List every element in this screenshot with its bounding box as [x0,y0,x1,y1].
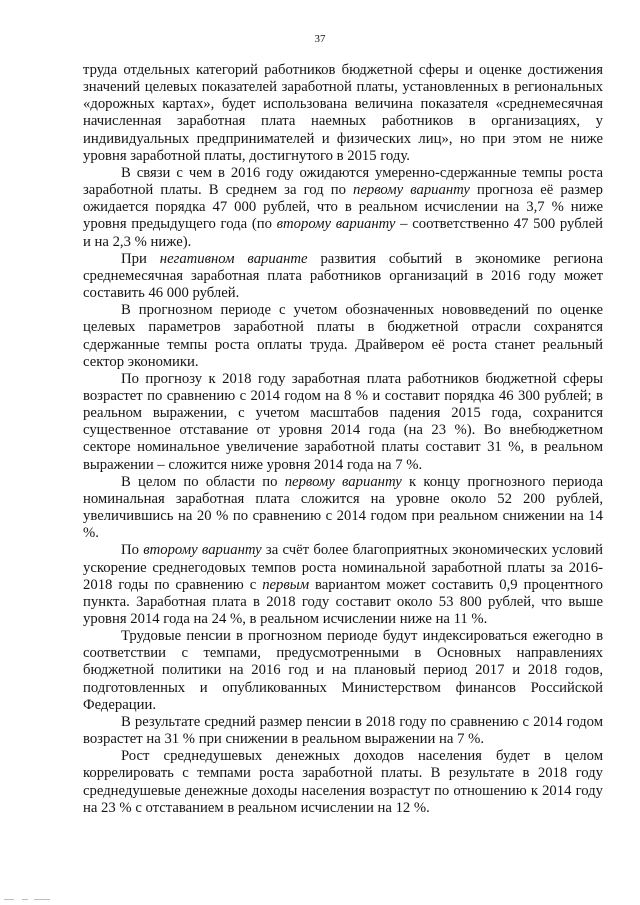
paragraph-3-text-a: При [121,250,160,267]
paragraph-3-text-b: развития событий в экономике региона среднемесячная заработная плата работников организаций в 2016 году может составить 46 000 рублей. [83,250,603,302]
paragraph-7-text-b: за счёт более благоприятных экономических условий ускорение среднегодовых темпов роста номинальной заработной платы за 2016-2018 годы по сравнению с [83,542,604,593]
document-body [83,62,603,817]
paragraph-4 [83,302,603,371]
paragraph-2-text-c: – соответственно 47 500 рублей и на 2,3 % ниже). [83,216,604,250]
paragraph-5 [83,371,603,474]
paragraph-2-emphasis-first-variant: первому варианту [353,182,470,199]
paragraph-9-text: В результате средний размер пенсии в 2018 году по сравнению с 2014 годом возрастет на 31 % при снижении в реальном выражении на 7 %. [83,713,603,748]
paragraph-2-emphasis-second-variant: второму варианту [276,216,396,233]
paragraph-1-text: труда отдельных категорий работников бюджетной сферы и оценке достижения значений целевых показателей заработной платы, установленных в региональных «дорожных картах», будет использована величина показателя «среднемесячная начисленная заработная плата наемных работников в организациях, у индивидуальных предпринимателей и физических лиц», но при этом не ниже уровня заработной платы, достигнутого в 2015 году. [83,62,603,164]
paragraph-10 [83,748,603,817]
paragraph-3-emphasis-negative-variant: негативном варианте [159,250,308,267]
paragraph-7-text-c: вариантом может составить 0,9 процентного пункта. Заработная плата в 2018 году составит около 53 800 рублей, что выше уровня 2014 года на 24 %, в реальном исчислении ниже на 11 %. [83,576,604,627]
paragraph-7-emphasis-second-variant: второму варианту [143,542,262,559]
paragraph-6-emphasis-first-variant: первому варианту [284,473,402,490]
paragraph-4-text: В прогнозном периоде с учетом обозначенных нововведений по оценке целевых параметров заработной платы в бюджетной отрасли сохранятся сдержанные темпы роста оплаты труда. Драйвером её роста станет реальный сектор экономики. [83,302,603,370]
paragraph-5-text: По прогнозу к 2018 году заработная плата работников бюджетной сферы возрастет по сравнению с 2014 годом на 8 % и составит порядка 46 300 рублей; в реальном выражении, с учетом масштабов падения 2015 года, сохранится существенное отставание от уровня 2014 года (на 23 %). Во внебюджетном секторе номинальное увеличение заработной платы составит 31 %, в реальном выражении – сложится ниже уровня 2014 года на 7 %. [83,370,603,473]
paragraph-8-text: Трудовые пенсии в прогнозном периоде будут индексироваться ежегодно в соответствии с темпами, предусмотренными в Основных направлениях бюджетной политики на 2016 год и на плановый период 2017 и 2018 годов, подготовленных и опубликованных Министерством финансов Российской Федерации. [83,628,603,713]
paragraph-10-text: Рост среднедушевых денежных доходов населения будет в целом коррелировать с темпами роста заработной платы. В результате в 2018 году среднедушевые денежные доходы населения возрастут по отношению к 2014 году на 23 % с отставанием в реальном исчислении на 12 %. [83,748,603,816]
paragraph-2 [83,165,603,251]
paragraph-2-text-a: В связи с чем в 2016 году ожидаются умеренно-сдержанные темпы роста заработной платы. В среднем за год по [83,164,603,199]
scan-edge-marks [0,897,80,903]
paragraph-9 [83,714,603,748]
paragraph-6-text-b: к концу прогнозного периода номинальная заработная плата сложится на уровне около 52 200 рублей, увеличившись на 20 % по сравнению с 2014 годом при реальном снижении на 14 %. [83,473,604,542]
paragraph-1 [83,62,603,165]
paragraph-7 [83,542,603,628]
page-number: 37 [314,33,326,45]
paragraph-3 [83,251,603,302]
paragraph-8 [83,628,603,714]
paragraph-7-emphasis-first: первым [262,576,310,593]
paragraph-6 [83,474,603,543]
paragraph-6-text-a: В целом по области по [121,473,285,490]
paragraph-2-text-b: прогноза её размер ожидается порядка 47 000 рублей, что в реальном исчислении на 3,7 % ниже уровня предыдущего года (по [83,182,603,233]
paragraph-7-text-a: По [121,542,144,559]
